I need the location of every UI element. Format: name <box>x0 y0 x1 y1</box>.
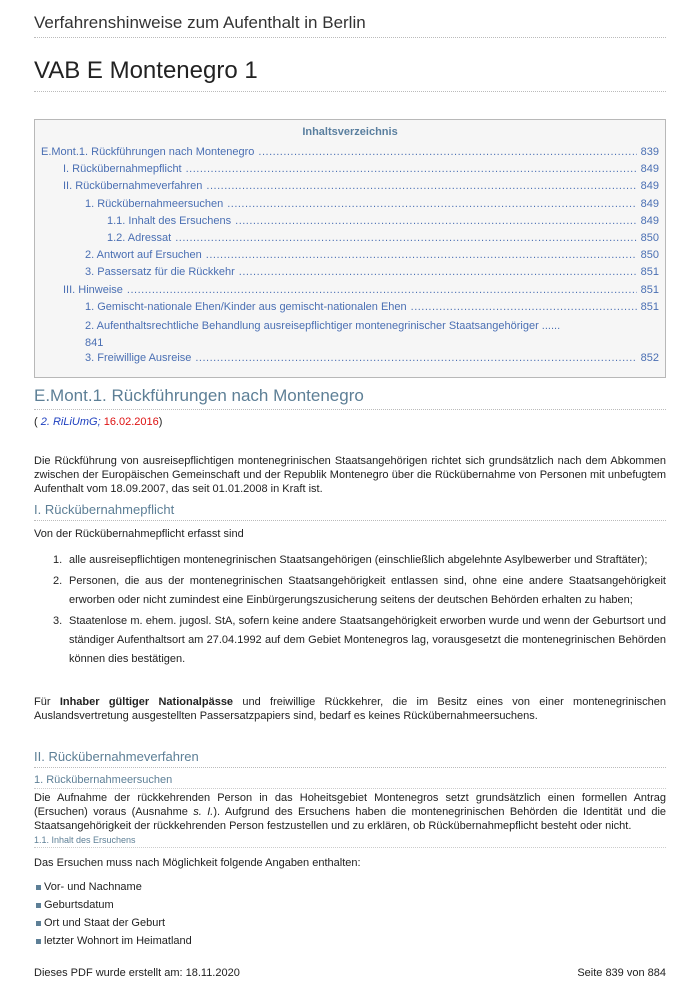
toc-entry[interactable] <box>41 301 659 318</box>
list-item: letzter Wohnort im Heimatland <box>34 932 666 950</box>
toc-entry-label[interactable]: 1.1. Inhalt des Ersuchens <box>107 214 232 227</box>
toc-entry[interactable] <box>41 146 659 163</box>
toc-title: Inhaltsverzeichnis <box>302 126 398 138</box>
toc-entry-page[interactable]: 849 <box>640 163 659 176</box>
passport-note: Für Inhaber gültiger Nationalpässe und freiwillige Rückkehrer, die im Besitz eines von einer montenegrinischen Auslandsvertretung ausgestellten Passersatzpapiers sind, bedarf es keines Rückübernahmeersuchens. <box>34 696 666 723</box>
ersuchen-paragraph: Die Aufnahme der rückkehrenden Person in das Hoheitsgebiet Montenegros setzt grundsätzlich einen formellen Antrag (Ersuchen) voraus (Ausnahme s. I.). Aufgrund des Ersuchens haben die montenegrinischen Behörden die Identität und die Staatsangehörigkeit der rückkehrenden Person festzustellen und zu erklären, ob Rückübernahmepflicht besteht oder nicht. <box>34 792 667 833</box>
toc-leader <box>411 301 637 313</box>
toc-entry[interactable] <box>41 198 659 215</box>
list-lead: Von der Rückübernahmepflicht erfasst sind <box>34 528 244 541</box>
toc-leader <box>206 249 637 261</box>
table-of-contents <box>34 119 666 378</box>
list-item: Vor- und Nachname <box>34 878 666 896</box>
obligation-list <box>34 551 666 669</box>
toc-entry-page[interactable]: 851 <box>640 266 659 279</box>
toc-entry-page[interactable]: 850 <box>640 231 659 244</box>
footer-created-date: Dieses PDF wurde erstellt am: 18.11.2020 <box>34 967 240 979</box>
footer-page-number: Seite 839 von 884 <box>577 967 666 979</box>
toc-entry-label[interactable]: II. Rückübernahmeverfahren <box>63 180 203 193</box>
page-footer <box>34 967 666 979</box>
toc-entry-label[interactable]: III. Hinweise <box>63 283 123 296</box>
ref-open: ( <box>34 416 41 429</box>
toc-leader <box>186 163 637 175</box>
subsubsection-heading-inhalt: 1.1. Inhalt des Ersuchens <box>34 835 666 848</box>
law-reference <box>34 416 666 428</box>
inhalt-lead: Das Ersuchen muss nach Möglichkeit folgende Angaben enthalten: <box>34 857 361 870</box>
toc-leader <box>127 284 637 296</box>
toc-leader <box>239 266 637 278</box>
toc-entry[interactable] <box>41 180 659 197</box>
list-item: Geburtsdatum <box>34 896 666 914</box>
section-heading-main: E.Mont.1. Rückführungen nach Montenegro <box>34 386 666 410</box>
list-item: 2. Personen, die aus der montenegrinischen Staatsangehörigkeit entlassen sind, ohne eine andere Staatsangehörigkeit erworben oder nicht zumindest eine Einbürgerungszusicherung seitens der deutschen Behörden erhalten zu haben; <box>53 575 666 607</box>
toc-entry[interactable] <box>41 352 659 369</box>
section-heading-rueckuebernahmepflicht: I. Rückübernahmepflicht <box>34 502 666 521</box>
toc-entry-label[interactable]: I. Rückübernahmepflicht <box>63 163 182 176</box>
toc-entry-page[interactable]: 850 <box>640 249 659 262</box>
toc-entry-page[interactable]: 849 <box>640 180 659 193</box>
subsection-heading-ersuchen: 1. Rückübernahmeersuchen <box>34 774 666 789</box>
toc-entry-label[interactable]: E.Mont.1. Rückführungen nach Montenegro <box>41 146 255 158</box>
toc-entry-label[interactable]: 2. Aufenthaltsrechtliche Behandlung ausreisepflichtiger montenegrinischer Staatsangehöriger <box>85 319 539 332</box>
toc-leader <box>258 146 636 158</box>
toc-leader <box>235 215 637 227</box>
toc-entry-label[interactable]: 1. Rückübernahmeersuchen <box>85 197 224 210</box>
toc-entry[interactable] <box>41 249 659 266</box>
toc-entry-page[interactable]: 849 <box>640 214 659 227</box>
toc-leader <box>195 352 636 364</box>
toc-entry[interactable] <box>41 284 659 301</box>
toc-entry-label[interactable]: 1.2. Adressat <box>107 231 172 244</box>
toc-leader <box>175 232 636 244</box>
toc-entry-page[interactable]: 839 <box>640 146 659 158</box>
toc-entry-page[interactable]: 841 <box>85 336 104 349</box>
toc-entry-label[interactable]: 3. Passersatz für die Rückkehr <box>85 266 235 279</box>
toc-entry-label[interactable]: 3. Freiwillige Ausreise <box>85 351 192 364</box>
law-reference-link[interactable]: 2. RiLiUmG; <box>40 416 101 429</box>
request-content-list <box>34 878 666 950</box>
toc-leader <box>206 180 636 192</box>
document-page <box>34 0 666 950</box>
toc-entry-page[interactable]: 852 <box>640 351 659 364</box>
law-reference-date: 16.02.2016 <box>100 416 159 429</box>
toc-entry[interactable] <box>41 318 659 352</box>
toc-entry-page[interactable]: 849 <box>640 197 659 210</box>
toc-entry[interactable] <box>41 215 659 232</box>
toc-leader <box>227 198 636 210</box>
list-item: 3. Staatenlose m. ehem. jugosl. StA, sofern keine andere Staatsangehörigkeit erworben wurde und wenn der Geburtsort und ständiger Aufenthaltsort am 27.04.1992 auf dem Gebiet Montenegros lag, vorausgesetzt die montenegrinischen Behörden können dies bestätigen. <box>53 615 666 666</box>
toc-entry-page[interactable]: 851 <box>640 283 659 296</box>
toc-entry[interactable] <box>41 163 659 180</box>
list-item: Ort und Staat der Geburt <box>34 914 666 932</box>
toc-entry[interactable] <box>41 266 659 283</box>
site-title: Verfahrenshinweise zum Aufenthalt in Berlin <box>34 13 666 38</box>
toc-entry[interactable] <box>41 232 659 249</box>
toc-entry-label[interactable]: 2. Antwort auf Ersuchen <box>85 249 202 262</box>
page-title: VAB E Montenegro 1 <box>34 57 666 92</box>
section-heading-rueckuebernahmeverfahren: II. Rückübernahmeverfahren <box>34 749 666 768</box>
toc-entry-label[interactable]: 1. Gemischt-nationale Ehen/Kinder aus gemischt-nationalen Ehen <box>85 300 407 313</box>
intro-paragraph: Die Rückführung von ausreisepflichtigen montenegrinischen Staatsangehörigen richtet sich grundsätzlich nach dem Abkommen zwischen der Europäischen Gemeinschaft und der Republik Montenegro über die Rückübernahme von Personen mit unbefugtem Aufenthalt vom 18.09.2007, das seit 01.01.2008 in Kraft ist. <box>34 455 666 496</box>
toc-entry-page[interactable]: 851 <box>640 300 659 313</box>
toc-leader: ...... <box>538 319 561 332</box>
list-item: 1. alle ausreisepflichtigen montenegrinischen Staatsangehörigen (einschließlich abgelehnte Asylbewerber und Straftäter); <box>53 554 648 567</box>
ref-close: ) <box>158 416 163 429</box>
